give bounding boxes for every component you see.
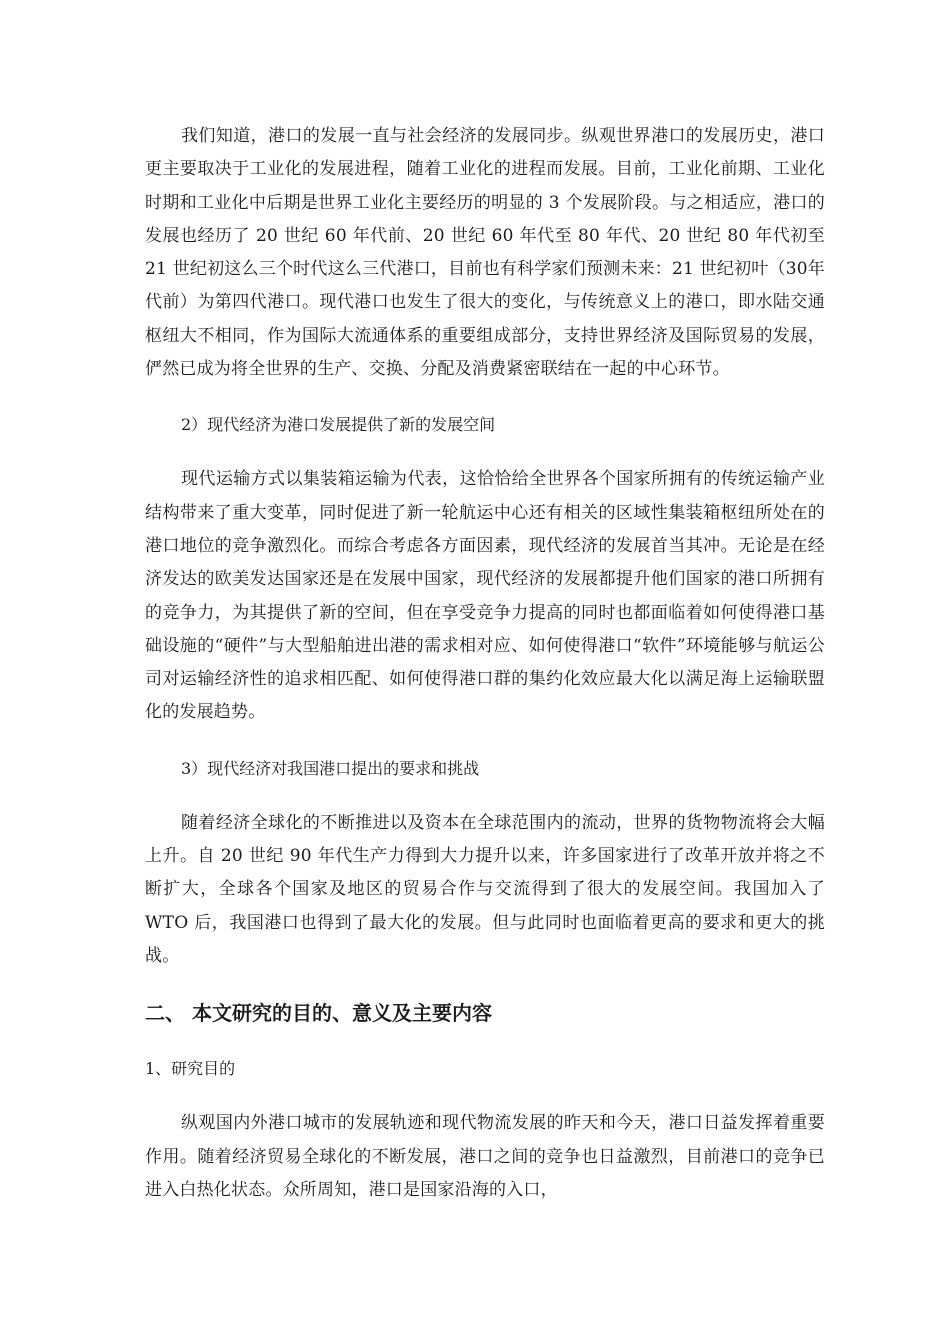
subheading-requirements-challenges: 3）现代经济对我国港口提出的要求和挑战 — [181, 758, 480, 778]
subheading-modern-economy-space: 2）现代经济为港口发展提供了新的发展空间 — [181, 415, 496, 435]
document-body — [145, 120, 825, 1207]
paragraph-container-transport: 现代运输方式以集装箱运输为代表，这恰恰给全世界各个国家所拥有的传统运输产业结构带来了重大变革，同时促进了新一轮航运中心还有相关的区域性集装箱枢纽所处在的港口地位的竞争激烈化。而综合考虑各方面因素，现代经济的发展首当其冲。无论是在经济发达的欧美发达国家还是在发展中国家，现代经济的发展都提升他们国家的港口所拥有的竞争力，为其提供了新的空间，但在享受竞争力提高的同时也都面临着如何使得港口基础设施的“硬件”与大型船舶进出港的需求相对应、如何使得港口“软件”环境能够与航运公司对运输经济性的追求相匹配、如何使得港口群的集约化效应最大化以满足海上运输联盟化的发展趋势。 — [145, 469, 825, 723]
section-heading: 二、 本文研究的目的、意义及主要内容 — [145, 1001, 492, 1026]
spacer — [145, 441, 825, 463]
spacer — [145, 1030, 825, 1052]
spacer — [145, 730, 825, 752]
spacer — [145, 973, 825, 997]
paragraph-port-development-history: 我们知道，港口的发展一直与社会经济的发展同步。纵观世界港口的发展历史，港口更主要取决于工业化的发展进程，随着工业化的进程而发展。目前，工业化前期、工业化时期和工业化中后期是世界工业化主要经历的明显的 3 个发展阶段。与之相适应，港口的发展也经历了 20 世纪 60 年代前、20 世纪 60 年代至 80 年代、20 世纪 80 年代初至 21 世纪初这么三个时代这么三代港口，目前也有科学家们预测未来：21 世纪初叶（30年代前）为第四代港口。现代港口也发生了很大的变化，与传统意义上的港口，即水陆交通枢纽大不相同，作为国际大流通体系的重要组成部分，支持世界经济及国际贸易的发展，俨然已成为将全世界的生产、交换、分配及消费紧密联结在一起的中心环节。 — [145, 126, 825, 380]
paragraph-research-purpose: 纵观国内外港口城市的发展轨迹和现代物流发展的昨天和今天，港口日益发挥着重要作用。随着经济贸易全球化的不断发展，港口之间的竞争也日益激烈，目前港口的竞争已进入白热化状态。众所周知，港口是国家沿海的入口， — [145, 1113, 825, 1200]
spacer — [145, 386, 825, 408]
spacer — [145, 785, 825, 807]
paragraph-globalization: 随着经济全球化的不断推进以及资本在全球范围内的流动，世界的货物物流将会大幅上升。自 20 世纪 90 年代生产力得到大力提升以来，许多国家进行了改革开放并将之不断扩大，全球各个国家及地区的贸易合作与交流得到了很大的发展空间。我国加入了 WTO 后，我国港口也得到了最大化的发展。但与此同时也面临着更高的要求和更大的挑战。 — [145, 812, 825, 966]
spacer — [145, 1085, 825, 1107]
subsection-heading-research-purpose: 1、研究目的 — [145, 1059, 236, 1079]
